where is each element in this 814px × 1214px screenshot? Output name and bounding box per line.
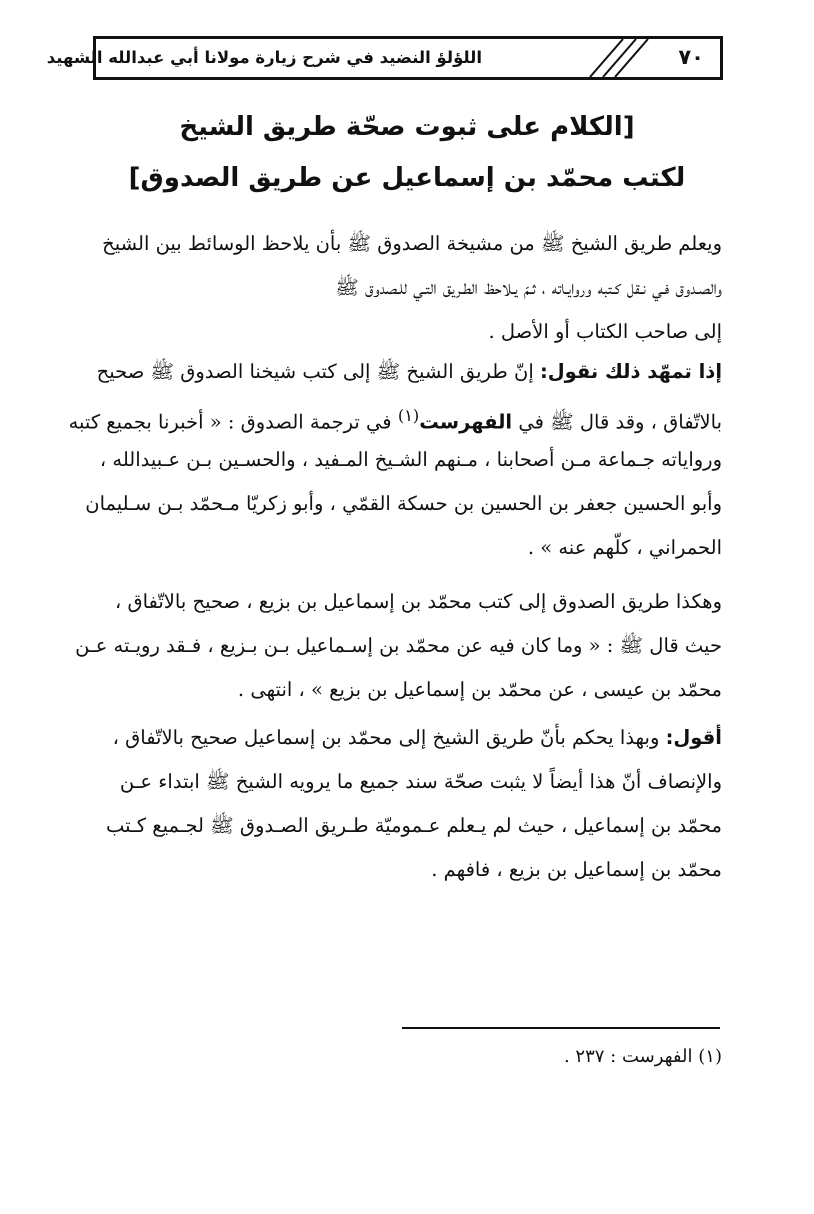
paragraph-2-line-1-text: إنّ طريق الشيخ ﷺ إلى كتب شيخنا الصدوق ﷺ صحيح: [96, 360, 540, 383]
paragraph-2-line-2: [68, 394, 722, 438]
paragraph-4-line-3: محمّد بن إسماعيل ، حيث لم يـعلم عـموميّة طـريق الصـدوق ﷺ لجـميع كـتب: [105, 814, 722, 837]
footnote-marker: (١): [698, 1046, 722, 1067]
paragraph-2-line-4: وأبو الحسين جعفر بن الحسين بن حسكة القمّي ، وأبو زكريّا مـحمّد بـن سـليمان: [85, 492, 722, 515]
paragraph-4-lead: أقول:: [665, 726, 722, 749]
footnote-separator: [402, 1027, 720, 1029]
paragraph-3: [75, 580, 722, 712]
fihrist-title: الفهرست: [419, 410, 513, 434]
page-number: ٧٠: [678, 45, 704, 69]
section-heading-line-1: [الكلام على ثبوت صحّة طريق الشيخ: [179, 112, 635, 142]
paragraph-2: [68, 350, 722, 570]
paragraph-3-line-2: حيث قال ﷺ : « وما كان فيه عن محمّد بن إسـماعيل بـن بـزيع ، فـقد رويـته عـن: [75, 634, 722, 657]
paragraph-2-line-5: الحمراني ، كلّهم عنه » .: [527, 536, 722, 559]
paragraph-4-line-2: والإنصاف أنّ هذا أيضاً لا يثبت صحّة سند جميع ما يرويه الشيخ ﷺ ابتداء عـن: [119, 770, 722, 793]
footnote-text: الفهرست : ٢٣٧ .: [563, 1046, 693, 1067]
paragraph-1: [92, 222, 722, 354]
running-header-title: اللؤلؤ النضيد في شرح زيارة مولانا أبي عبدالله الشهيد: [46, 48, 482, 67]
paragraph-2-line-2-a: بالاتّفاق ، وقد قال ﷺ في: [512, 410, 722, 434]
paragraph-1-line-1: ويعلم طريق الشيخ ﷺ من مشيخة الصدوق ﷺ بأن يلاحظ الوسائط بين الشيخ: [102, 232, 722, 255]
paragraph-4-line-4: محمّد بن إسماعيل بن بزيع ، فافهم .: [431, 858, 722, 881]
paragraph-3-line-3: محمّد بن عيسى ، عن محمّد بن إسماعيل بن بزيع » ، انتهى .: [237, 678, 722, 701]
paragraph-1-line-2: والصـدوق فـي نـقل كـتبه وروايـاته ، ثـمّ يـلاحظ الطـريق التـي للـصدوق ﷺ: [335, 276, 722, 299]
paragraph-2-line-2-b: في ترجمة الصدوق : « أخبرنا بجميع كتبه: [68, 410, 398, 434]
paragraph-3-line-1: وهكذا طريق الصدوق إلى كتب محمّد بن إسماعيل بن بزيع ، صحيح بالاتّفاق ،: [114, 590, 722, 613]
paragraph-4: [92, 716, 722, 892]
paragraph-2-line-1: [92, 350, 722, 394]
footnote-reference: (١): [397, 406, 420, 425]
paragraph-1-line-3: إلى صاحب الكتاب أو الأصل .: [488, 320, 722, 343]
paragraph-4-line-1-text: وبهذا يحكم بأنّ طريق الشيخ إلى محمّد بن إسماعيل صحيح بالاتّفاق ،: [112, 726, 666, 749]
paragraph-2-line-3: ورواياته جـماعة مـن أصحابنا ، مـنهم الشـيخ المـفيد ، والحسـين بـن عـبيدالله ،: [99, 448, 722, 471]
footnote: [564, 1046, 722, 1067]
section-heading-line-2: لكتب محمّد بن إسماعيل عن طريق الصدوق]: [128, 163, 686, 193]
paragraph-4-line-1: [92, 716, 722, 760]
paragraph-2-lead: إذا تمهّد ذلك نقول:: [539, 360, 722, 383]
page-header: [46, 36, 723, 80]
